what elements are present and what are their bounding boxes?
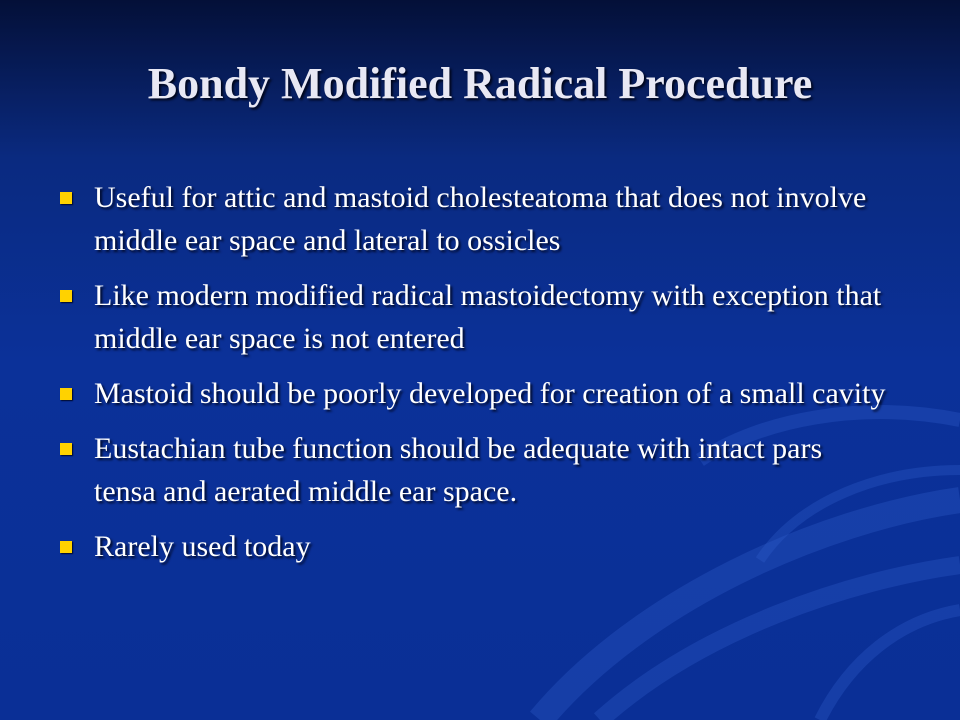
bullet-item — [60, 427, 890, 513]
bullet-item — [60, 176, 890, 262]
bullet-list — [60, 176, 890, 580]
square-bullet-icon — [60, 290, 72, 302]
square-bullet-icon — [60, 192, 72, 204]
bullet-text: Eustachian tube function should be adequate with intact pars tensa and aerated middle ear space. — [94, 432, 823, 508]
square-bullet-icon — [60, 388, 72, 400]
bullet-item — [60, 525, 890, 568]
bullet-item — [60, 274, 890, 360]
bullet-item — [60, 372, 890, 415]
square-bullet-icon — [60, 443, 72, 455]
bullet-text: Like modern modified radical mastoidectomy with exception that middle ear space is not entered — [94, 279, 882, 355]
bullet-text: Mastoid should be poorly developed for creation of a small cavity — [94, 377, 886, 410]
bullet-text: Rarely used today — [94, 530, 311, 563]
square-bullet-icon — [60, 541, 72, 553]
bullet-text: Useful for attic and mastoid cholesteatoma that does not involve middle ear space and lateral to ossicles — [94, 181, 867, 257]
slide-title: Bondy Modified Radical Procedure — [147, 59, 813, 108]
